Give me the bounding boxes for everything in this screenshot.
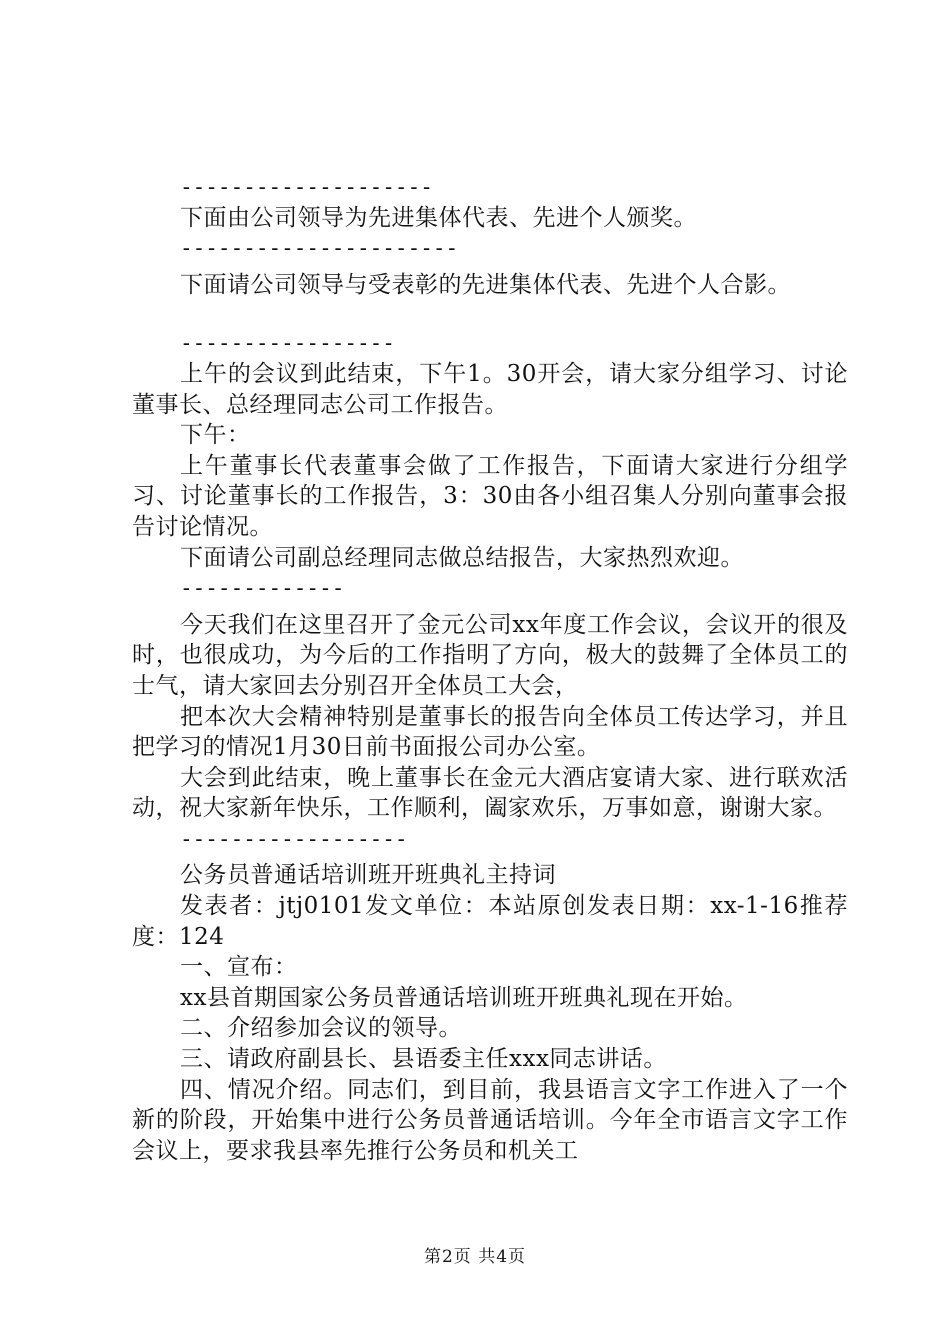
paragraph: 三、请政府副县长、县语委主任xxx同志讲话。 [180, 1046, 667, 1073]
separator-line: ------------- [180, 576, 345, 601]
paragraph: 下面请公司副总经理同志做总结报告，大家热烈欢迎。 [180, 544, 744, 571]
publication-info: 发表者：jtj0101发文单位：本站原创发表日期：xx-1-16推荐度：124 [132, 893, 848, 950]
paragraph: xx县首期国家公务员普通话培训班开班典礼现在开始。 [180, 984, 748, 1011]
separator-line: ---------------------- [180, 236, 459, 261]
paragraph: 下面由公司领导为先进集体代表、先进个人颁奖。 [180, 204, 697, 231]
page-number-footer: 第2页 共4页 [423, 1247, 527, 1267]
paragraph: 上午董事长代表董事会做了工作报告，下面请大家进行分组学习、讨论董事长的工作报告，3：30由各小组召集人分别向董事会报告讨论情况。 [132, 452, 848, 540]
separator-line: -------------------- [180, 175, 433, 199]
separator-line: ------------------ [180, 826, 408, 851]
paragraph: 上午的会议到此结束，下午1。30开会，请大家分组学习、讨论董事长、总经理同志公司工作报告。 [132, 360, 848, 418]
separator-line: ----------------- [180, 331, 395, 356]
paragraph: 今天我们在这里召开了金元公司xx年度工作会议，会议开的很及时，也很成功，为今后的工作指明了方向，极大的鼓舞了全体员工的士气，请大家回去分别召开全体员工大会， [132, 611, 848, 699]
paragraph: 大会到此结束，晚上董事长在金元大酒店宴请大家、进行联欢活动，祝大家新年快乐，工作顺利，阖家欢乐，万事如意，谢谢大家。 [132, 764, 848, 822]
paragraph: 下午： [180, 422, 251, 449]
paragraph: 一、宣布： [180, 954, 298, 981]
section-title: 公务员普通话培训班开班典礼主持词 [180, 862, 556, 889]
paragraph: 把本次大会精神特别是董事长的报告向全体员工传达学习，并且把学习的情况1月30日前书面报公司办公室。 [132, 703, 848, 761]
paragraph: 四、情况介绍。同志们，到目前，我县语言文字工作进入了一个新的阶段，开始集中进行公务员普通话培训。今年全市语言文字工作会议上，要求我县率先推行公务员和机关工 [132, 1076, 848, 1164]
document-body [132, 172, 848, 1166]
paragraph: 二、介绍参加会议的领导。 [180, 1015, 462, 1042]
paragraph: 下面请公司领导与受表彰的先进集体代表、先进个人合影。 [180, 271, 791, 298]
